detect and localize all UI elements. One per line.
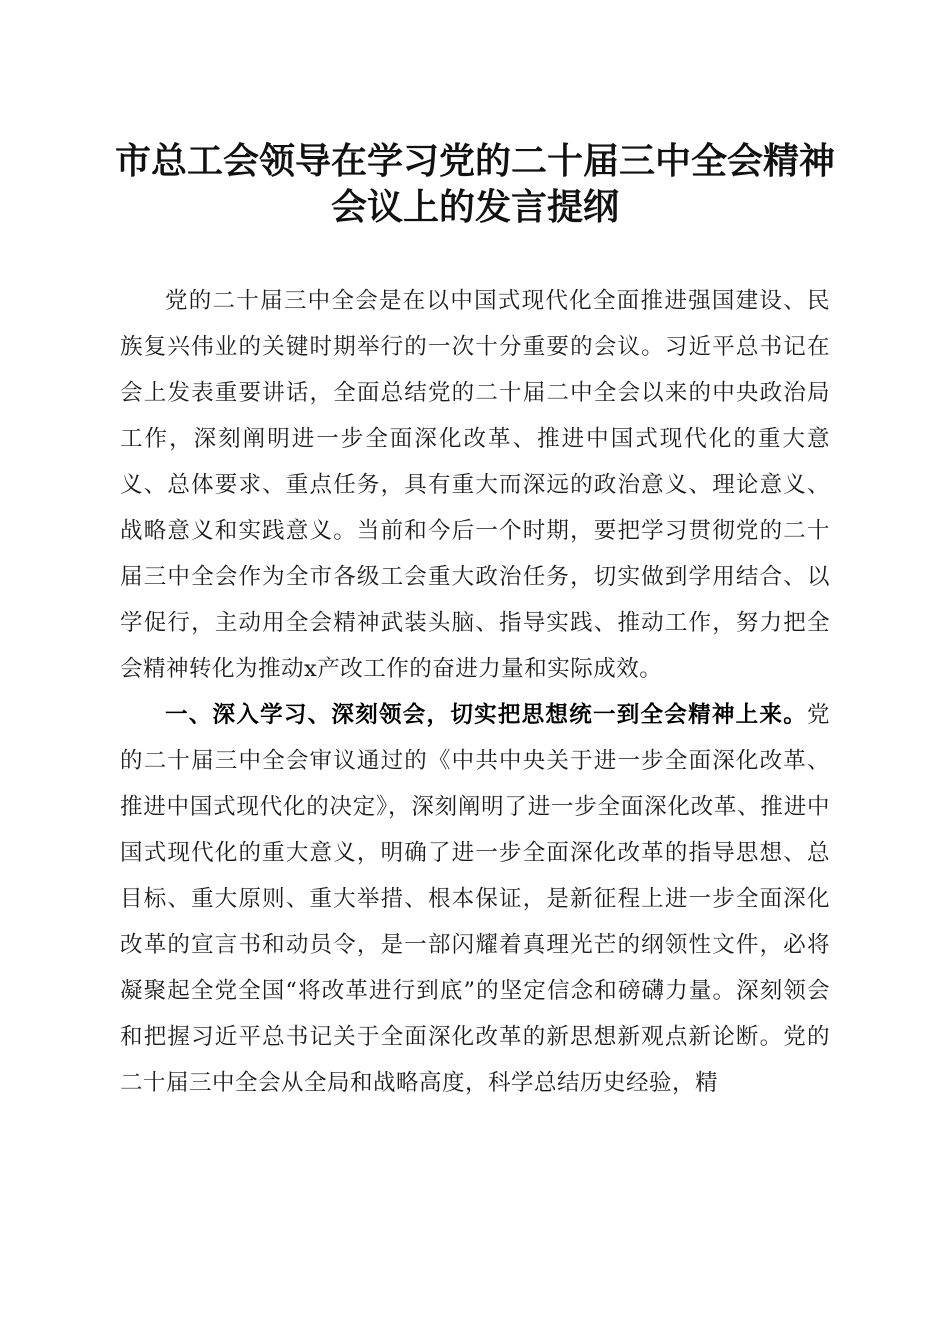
document-body	[120, 278, 830, 1106]
title-line-2: 会议上的发言提纲	[330, 186, 619, 228]
section-1-heading: 一、深入学习、深刻领会，切实把思想统一到全会精神上来。	[165, 702, 807, 728]
document-title	[100, 138, 850, 230]
intro-paragraph: 党的二十届三中全会是在以中国式现代化全面推进强国建设、民族复兴伟业的关键时期举行的一次十分重要的会议。习近平总书记在会上发表重要讲话，全面总结党的二十届二中全会以来的中央政治局工作，深刻阐明进一步全面深化改革、推进中国式现代化的重大意义、总体要求、重点任务，具有重大而深远的政治意义、理论意义、战略意义和实践意义。当前和今后一个时期，要把学习贯彻党的二十届三中全会作为全市各级工会重大政治任务，切实做到学用结合、以学促行，主动用全会精神武装头脑、指导实践、推动工作，努力把全会精神转化为推动x产改工作的奋进力量和实际成效。	[120, 288, 830, 682]
section-1-text: 党的二十届三中全会审议通过的《中共中央关于进一步全面深化改革、推进中国式现代化的决定》，深刻阐明了进一步全面深化改革、推进中国式现代化的重大意义，明确了进一步全面深化改革的指导思想、总目标、重大原则、重大举措、根本保证，是新征程上进一步全面深化改革的宣言书和动员令，是一部闪耀着真理光芒的纲领性文件，必将凝聚起全党全国“将改革进行到底”的坚定信念和磅礴力量。深刻领会和把握习近平总书记关于全面深化改革的新思想新观点新论断。党的二十届三中全会从全局和战略高度，科学总结历史经验，精	[120, 702, 830, 1096]
section-1-paragraph	[120, 692, 830, 1106]
title-line-1: 市总工会领导在学习党的二十届三中全会精神	[114, 140, 835, 182]
